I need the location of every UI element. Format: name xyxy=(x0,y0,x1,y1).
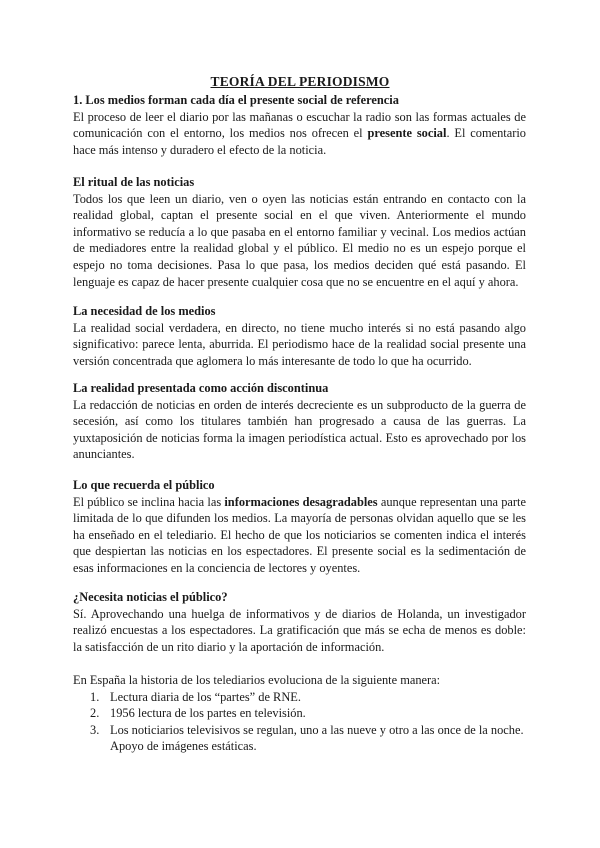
section-necesita xyxy=(73,589,526,655)
section-paragraph: Todos los que leen un diario, ven o oyen las noticias están entrando en contacto con la realidad global, captan el presente social en el que viven. Anteriormente el mundo informativo se reducía a lo que pasaba en el entorno familiar y vecinal. Los medios actúan de mediadores entre la realidad global y el público. El medio no es un espejo porque el espejo no toma decisiones. Pasa lo que pasa, los medios deciden qué está pasando. El lenguaje es capaz de hacer presente cualquier cosa que no se encuentre en el aquí y ahora. xyxy=(73,191,526,289)
section-medios-forman xyxy=(73,92,526,158)
section-realidad-presentada xyxy=(73,380,526,463)
section-heading: El ritual de las noticias xyxy=(73,175,195,189)
section-paragraph xyxy=(73,494,526,577)
section-historia xyxy=(73,672,526,755)
section-paragraph: La realidad social verdadera, en directo, no tiene mucho interés si no está pasando algo significativo: parece lenta, aburrida. El periodismo hace de la realidad social presente una versión concentrada que aglomera lo más interesante de todo lo que ha ocurrido. xyxy=(73,320,526,368)
bold-term: informaciones desagradables xyxy=(224,494,378,509)
page-title: TEORÍA DEL PERIODISMO xyxy=(210,74,390,89)
section-heading: La realidad presentada como acción discontinua xyxy=(73,381,329,395)
section-necesidad xyxy=(73,303,526,369)
text-run: El proceso de leer el diario por las mañanas o escuchar la radio son las formas actuales de comunicación con el entorno, los medios nos ofrecen el xyxy=(73,109,526,141)
section-heading: ¿Necesita noticias el público? xyxy=(73,590,228,604)
section-heading: La necesidad de los medios xyxy=(73,304,216,318)
section-ritual xyxy=(73,174,526,290)
section-recuerda xyxy=(73,477,526,577)
list-number: 3. xyxy=(90,722,100,737)
text-run: aunque representan una parte limitada de lo que difunden los medios. La mayoría de personas olvidan aquello que se les ha enseñado en el telediario. El hecho de que los noticiarios se comenten indica el interés que despiertan las noticias en los espectadores. El presente social es la sedimentación de esas informaciones en la conciencia de lectores y oyentes. xyxy=(73,494,526,575)
list-item xyxy=(73,689,526,706)
list-number: 1. xyxy=(90,689,100,704)
text-run: . El comentario hace más intenso y duradero el efecto de la noticia. xyxy=(73,126,526,157)
list-text: Los noticiarios televisivos se regulan, uno a las nueve y otro a las once de la noche. Apoyo de imágenes estáticas. xyxy=(110,722,524,754)
section-paragraph: Sí. Aprovechando una huelga de informativos y de diarios de Holanda, un investigador realizó encuestas a los espectadores. La gratificación que más se echa de menos es doble: la satisfacción de un rito diario y la aportación de información. xyxy=(73,606,526,654)
text-run: El público se inclina hacia las xyxy=(73,494,225,509)
list-text: Lectura diaria de los “partes” de RNE. xyxy=(110,689,301,704)
history-intro: En España la historia de los telediarios evoluciona de la siguiente manera: xyxy=(73,673,441,687)
list-item xyxy=(73,722,526,755)
history-list xyxy=(73,689,526,755)
list-item xyxy=(73,705,526,722)
section-heading: 1. Los medios forman cada día el presente social de referencia xyxy=(73,93,399,107)
section-paragraph: La redacción de noticias en orden de interés decreciente es un subproducto de la guerra de secesión, así como los titulares también han progresado a causa de las guerras. La yuxtaposición de noticias forma la imagen periodística actual. Esto es aprovechado por los anunciantes. xyxy=(73,397,526,462)
bold-term: presente social xyxy=(367,126,447,141)
list-text: 1956 lectura de los partes en televisión. xyxy=(110,706,306,721)
section-paragraph xyxy=(73,109,526,159)
list-number: 2. xyxy=(90,706,100,721)
section-heading: Lo que recuerda el público xyxy=(73,478,215,492)
